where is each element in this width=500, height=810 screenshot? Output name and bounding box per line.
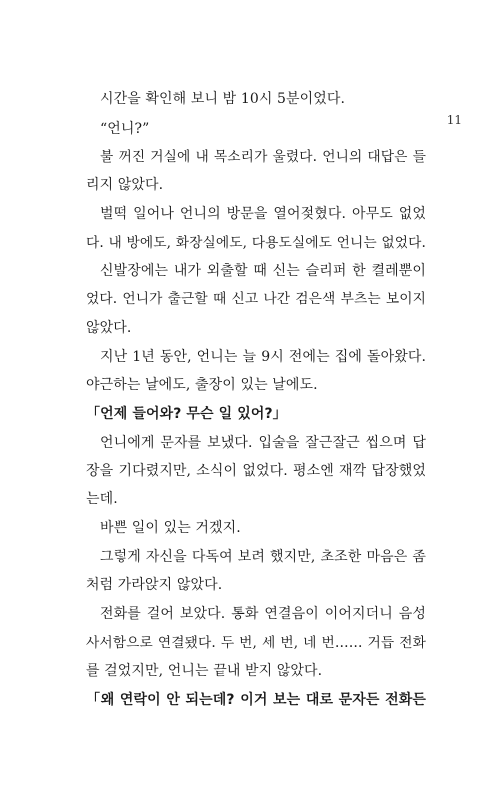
page-number: 11 [446,113,462,127]
paragraph-line: 바쁜 일이 있는 거겠지. [100,520,241,536]
paragraph-line: 는데. [86,491,118,507]
paragraph-line: 시간을 확인해 보니 밤 10시 5분이었다. [100,91,346,107]
paragraph-line: 그렇게 자신을 다독여 보려 했지만, 초조한 마음은 좀 [100,549,426,565]
paragraph-line: 리지 않았다. [86,177,164,193]
paragraph-line: 신발장에는 내가 외출할 때 신는 슬리퍼 한 켤레뿐이 [100,263,426,279]
paragraph-line: 를 걸었지만, 언니는 끝내 받지 않았다. [86,663,323,679]
paragraph-line: 었다. 언니가 출근할 때 신고 나간 검은색 부츠는 보이지 [86,291,426,307]
paragraph-line: “언니?” [100,121,150,137]
paragraph-line: 야근하는 날에도, 출장이 있는 날에도. [86,377,318,393]
paragraph-line: 벌떡 일어나 언니의 방문을 열어젖혔다. 아무도 없었 [100,206,426,222]
paragraph-line: 처럼 가라앉지 않았다. [86,577,223,593]
paragraph-line: 지난 1년 동안, 언니는 늘 9시 전에는 집에 돌아왔다. [100,349,426,365]
paragraph-line: 다. 내 방에도, 화장실에도, 다용도실에도 언니는 없었다. [86,235,426,251]
paragraph-line: 불 꺼진 거실에 내 목소리가 울렸다. 언니의 대답은 들 [100,149,426,165]
paragraph-line: 전화를 걸어 보았다. 통화 연결음이 이어지더니 음성 [100,606,426,622]
paragraph-line: 사서함으로 연결됐다. 두 번, 세 번, 네 번…… 거듭 전화 [86,635,426,651]
message-line: 「왜 연락이 안 되는데? 이거 보는 대로 문자든 전화든 [86,692,426,708]
paragraph-line: 않았다. [86,320,132,336]
message-line: 「언제 들어와? 무슨 일 있어?」 [86,406,287,422]
paragraph-line: 장을 기다렸지만, 소식이 없었다. 평소엔 재깍 답장했었 [86,463,426,479]
paragraph-line: 언니에게 문자를 보냈다. 입술을 잘근잘근 씹으며 답 [100,435,426,451]
